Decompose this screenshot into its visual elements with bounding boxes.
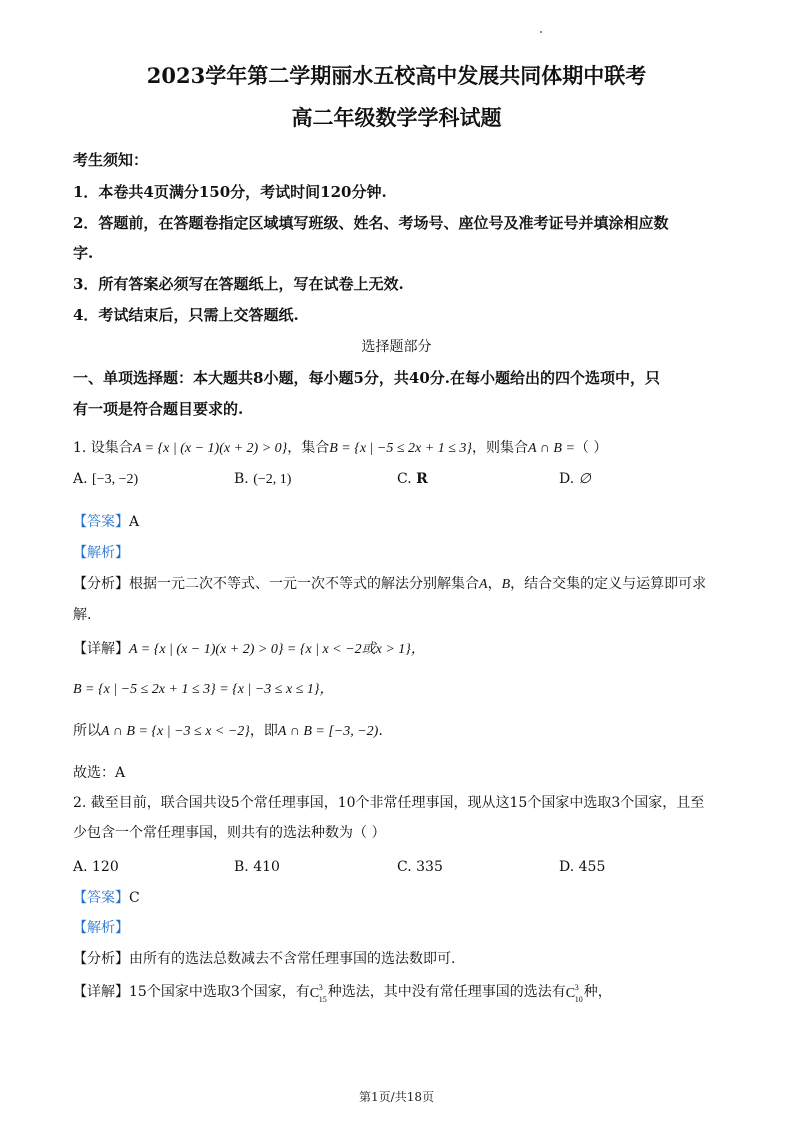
exam-subtitle: 高二年级数学学科试题 <box>291 105 502 130</box>
q1-mid: ，集合 <box>287 440 330 456</box>
section-label: 选择题部分 <box>361 339 432 355</box>
combination-c-15-3: C 3 15 <box>309 983 327 1004</box>
notice-item-3: 3．所有答案必须写在答题纸上，写在试卷上无效. <box>73 275 404 293</box>
q1-answer: 【答案】A <box>73 514 140 530</box>
answer-tag: 【答案】 <box>73 514 129 530</box>
q1-set-b: B = {x | −5 ≤ 2x + 1 ≤ 3} <box>329 441 472 456</box>
q1-stem <box>73 438 607 459</box>
notice-item-4: 4．考试结束后，只需上交答题纸. <box>73 306 299 324</box>
q2-option-a: A. 120 <box>73 859 119 875</box>
q2-option-d: D. 455 <box>559 859 606 875</box>
q1-option-d: D. ∅ <box>559 471 591 487</box>
q2-detail: 【详解】15个国家中选取3个国家，有 C 3 15 种选法，其中没有常任理事国的选法有 C 3 10 种， <box>73 983 612 1004</box>
q1-prefix: 1. 设集合 <box>73 440 133 456</box>
q1-paren: （ ） <box>574 440 608 456</box>
q1-fenxi: 【分析】根据一元二次不等式、一元一次不等式的解法分别解集合A，B，结合交集的定义与运算即可求 <box>73 576 707 592</box>
scan-dot <box>540 31 542 33</box>
q1-fenxi-cont: 解. <box>73 607 92 623</box>
part-heading-line1: 一、单项选择题：本大题共8小题，每小题5分，共40分.在每小题给出的四个选项中，只 <box>73 369 660 387</box>
q2-analysis-tag: 【解析】 <box>73 920 129 936</box>
q1-suffix: ，则集合 <box>471 440 528 456</box>
part-heading-line2: 有一项是符合题目要求的. <box>73 400 244 418</box>
notice-item-1: 1．本卷共4页满分150分，考试时间120分钟. <box>73 183 387 201</box>
q1-option-c: C. R <box>397 471 428 487</box>
notice-item-2: 2．答题前，在答题卷指定区域填写班级、姓名、考场号、座位号及准考证号并填涂相应数 <box>73 214 669 232</box>
q1-conclusion: 故选：A <box>73 765 126 781</box>
q1-detail-3: 所以A ∩ B = {x | −3 ≤ x < −2}，即A ∩ B = [−3, −2). <box>73 723 383 739</box>
q1-set-a: A = {x | (x − 1)(x + 2) > 0} <box>132 441 288 456</box>
page-footer: 第1页/共18页 <box>359 1090 434 1104</box>
q1-option-a: A. [−3, −2) <box>73 471 139 487</box>
q2-stem-line1: 2. 截至目前，联合国共设5个常任理事国，10个非常任理事国，现从这15个国家中选取3个国家，且至 <box>73 795 705 811</box>
q2-fenxi: 【分析】由所有的选法总数减去不含常任理事国的选法数即可. <box>73 951 456 967</box>
notice-heading: 考生须知： <box>73 151 149 169</box>
q2-stem-line2: 少包含一个常任理事国，则共有的选法种数为（ ） <box>73 825 386 841</box>
notice-item-2-cont: 字. <box>73 244 94 262</box>
q1-analysis-tag: 【解析】 <box>73 545 129 561</box>
q2-option-b: B. 410 <box>234 859 280 875</box>
q1-ask: A ∩ B = <box>527 441 575 456</box>
exam-title: 2023学年第二学期丽水五校高中发展共同体期中联考 <box>146 63 647 88</box>
combination-c-10-3: C 3 10 <box>565 983 583 1004</box>
q2-answer: 【答案】C <box>73 890 140 906</box>
q1-option-b: B. (−2, 1) <box>234 471 292 487</box>
q2-option-c: C. 335 <box>397 859 443 875</box>
q1-detail-2: B = {x | −5 ≤ 2x + 1 ≤ 3} = {x | −3 ≤ x ≤ 1}， <box>73 682 334 697</box>
q1-detail-1: 【详解】A = {x | (x − 1)(x + 2) > 0} = {x | x < −2或x > 1}， <box>73 641 425 657</box>
